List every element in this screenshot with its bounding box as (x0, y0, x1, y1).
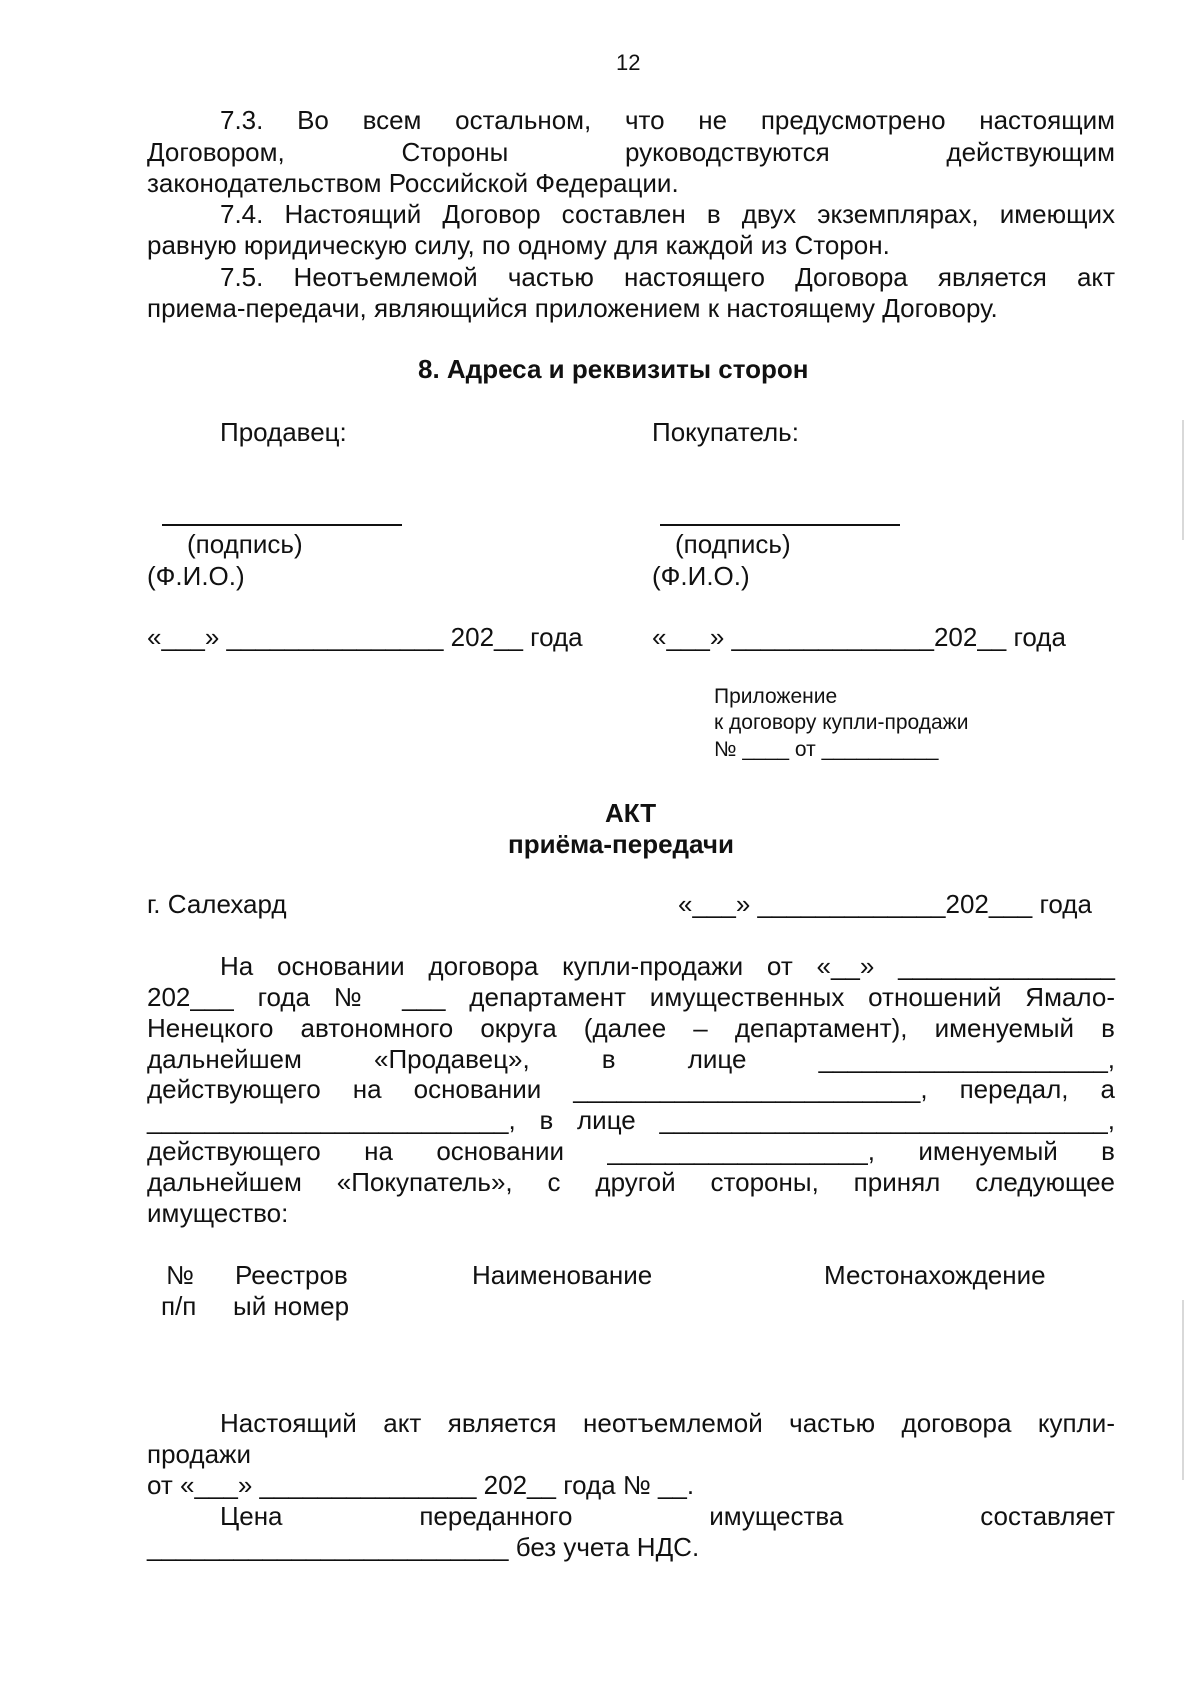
price-line-2: _________________________ без учета НДС. (147, 1532, 700, 1562)
section-heading: 8. Адреса и реквизиты сторон (418, 354, 809, 384)
act-city: г. Салехард (147, 889, 287, 919)
clause-7-3-line-3: законодательством Российской Федерации. (147, 168, 679, 198)
closing-line-2: продажи (147, 1439, 251, 1469)
seller-signature-caption: (подпись) (187, 529, 303, 559)
clause-7-3-line-1: 7.3. Во всем остальном, что не предусмотрено настоящим (220, 105, 1115, 135)
clause-7-4-line-2: равную юридическую силу, по одному для каждой из Сторон. (147, 230, 890, 260)
scan-edge-mark (1182, 420, 1184, 540)
price-line-1: Цена переданного имущества составляет (220, 1501, 1115, 1531)
seller-date: «___» _______________ 202__ года (147, 622, 583, 652)
appendix-line-1: Приложение (714, 685, 838, 708)
act-body-line-6: _________________________, в лице _______________________________, (147, 1105, 1115, 1135)
closing-line-1: Настоящий акт является неотъемлемой частью договора купли- (220, 1408, 1115, 1438)
closing-line-3: от «___» _______________ 202__ года № __. (147, 1470, 695, 1500)
act-date: «___» _____________202___ года (678, 889, 1092, 919)
page-number: 12 (616, 50, 641, 75)
seller-label: Продавец: (220, 417, 347, 447)
table-header-number-sub: п/п (161, 1291, 197, 1321)
buyer-date: «___» ______________202__ года (652, 622, 1066, 652)
table-header-registry: Реестров (235, 1260, 348, 1290)
act-body-line-1: На основании договора купли-продажи от «__» _______________ (220, 951, 1115, 981)
act-subtitle: приёма-передачи (508, 829, 734, 859)
act-body-line-3: Ненецкого автономного округа (далее – департамент), именуемый в (147, 1013, 1115, 1043)
clause-7-5-line-1: 7.5. Неотъемлемой частью настоящего Договора является акт (220, 262, 1115, 292)
table-header-name: Наименование (472, 1260, 653, 1290)
seller-signature-line (162, 524, 402, 526)
table-header-location: Местонахождение (824, 1260, 1046, 1290)
act-body-line-2: 202___ года № ___ департамент имущественных отношений Ямало- (147, 982, 1115, 1012)
act-body-line-8: дальнейшем «Покупатель», с другой стороны, принял следующее (147, 1167, 1115, 1197)
scan-edge-mark (1182, 1300, 1184, 1480)
clause-7-3-line-2: Договором, Стороны руководствуются действующим (147, 137, 1115, 167)
act-body-line-4: дальнейшем «Продавец», в лице ____________________, (147, 1044, 1115, 1074)
table-header-registry-sub: ый номер (233, 1291, 350, 1321)
table-header-number: № (166, 1260, 194, 1290)
seller-name-caption: (Ф.И.О.) (147, 561, 245, 591)
buyer-label: Покупатель: (652, 417, 799, 447)
buyer-signature-caption: (подпись) (675, 529, 791, 559)
act-title: АКТ (605, 798, 657, 828)
clause-7-4-line-1: 7.4. Настоящий Договор составлен в двух экземплярах, имеющих (220, 199, 1115, 229)
act-body-line-7: действующего на основании __________________, именуемый в (147, 1136, 1115, 1166)
appendix-line-3: № ____ от __________ (714, 738, 939, 761)
act-body-line-5: действующего на основании ________________________, передал, а (147, 1074, 1115, 1104)
buyer-name-caption: (Ф.И.О.) (652, 561, 750, 591)
appendix-line-2: к договору купли-продажи (714, 711, 969, 734)
buyer-signature-line (660, 524, 900, 526)
clause-7-5-line-2: приема-передачи, являющийся приложением к настоящему Договору. (147, 293, 998, 323)
act-body-line-9: имущество: (147, 1198, 289, 1228)
